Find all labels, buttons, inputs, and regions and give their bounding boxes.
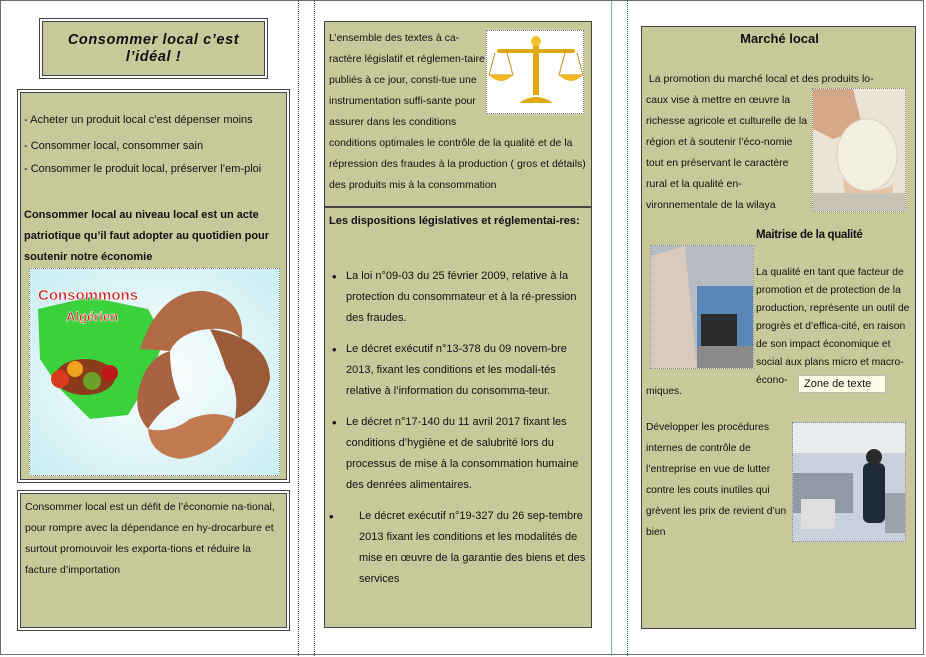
image-caption-2: Algérien (66, 309, 119, 324)
patriotic-text: Consommer local au niveau local est un acte patriotique qu’il faut adopter au quotidien pour soutenir notre économie (24, 209, 270, 263)
factory-photo (651, 246, 754, 369)
cheese-image[interactable] (812, 88, 906, 212)
hands-illustration (30, 269, 280, 476)
scales-image[interactable] (486, 30, 584, 114)
column-guide (627, 1, 628, 656)
provisions-title: Les dispositions législatives et réglementai-res: (329, 215, 580, 227)
provision-item: • La loi n°09-03 du 25 février 2009, relative à la protection du consommateur et à la ré-pression des fraudes. (329, 266, 589, 329)
provision-item: • Le décret exécutif n°13-378 du 09 novem-bre 2013, fixant les conditions et les modali-tés relative à l’information du consomma-teur. (329, 339, 589, 402)
legal-intro-text-bottom: conditions optimales le contrôle de la qualité et de la répression des fraudes à la production ( gros et détails) des produits mis à la consommation (329, 137, 586, 191)
production-line-image[interactable] (792, 422, 906, 542)
bullet-icon: • (332, 342, 337, 357)
economy-text: Consommer local est un défit de l’économie na-tional, pour rompre avec la dépendance en hy-drocarbure et surtout promouvoir les exporta-tions et réduire la facture d’importation (25, 501, 275, 576)
legal-intro-text: L’ensemble des textes à ca-ractère législatif et réglemen-taire publiés à ce jour, consti-tue une instrumentation suffi-sante pour assurer dans les conditions (329, 32, 485, 128)
local-market-box[interactable] (641, 26, 916, 629)
legal-intro-text-top (329, 28, 487, 128)
slogan-line: - Consommer le produit local, préserver l’em-ploi (24, 163, 262, 175)
legal-provisions-box[interactable] (324, 207, 592, 628)
quality-title: Maitrise de la qualité (756, 229, 863, 241)
slogan-line: - Consommer local, consommer sain (24, 140, 204, 152)
provisions-list (329, 266, 589, 600)
consommons-algerien-image[interactable] (29, 268, 280, 476)
header-title: Consommer local c’est l’idéal ! (67, 31, 240, 65)
market-title: Marché local (740, 31, 819, 46)
factory-image[interactable] (650, 245, 754, 369)
economy-box[interactable] (20, 493, 287, 628)
slogan-line: - Acheter un produit local c’est dépenser moins (24, 114, 253, 126)
scales-icon (487, 31, 584, 114)
bullet-icon: • (329, 509, 334, 524)
provision-item: • Le décret exécutif n°19-327 du 26 sep-tembre 2013 fixant les conditions et les modalités de mise en œuvre de la garantie des biens et des services (329, 506, 589, 590)
bullet-icon: • (332, 269, 337, 284)
develop-text: Développer les procédures internes de contrôle de l’entreprise en vue de lutter contre les couts inutiles qui grèvent les prix de revient d’un bien (646, 422, 787, 538)
legal-intro-box[interactable] (324, 21, 592, 207)
bullet-icon: • (332, 415, 337, 430)
market-text: caux vise à mettre en œuvre la richesse agricole et culturelle de la région et à soutenir l’éco-nomie tout en préservant le caractère rural et la qualité en-vironnementale de la wilaya (646, 94, 808, 211)
header-title-box[interactable] (42, 21, 265, 76)
consume-local-box[interactable] (20, 92, 287, 480)
cheese-photo (813, 89, 906, 212)
market-text-line1: La promotion du marché local et des produits lo- (646, 73, 874, 85)
column-guide (298, 1, 299, 656)
quality-text-right: La qualité en tant que facteur de promotion et de protection de la production, représente un outil de progrès et d’effica-cité, en raison de son impact économique et social aux plans micro et macro-écono- (756, 267, 910, 386)
quality-text-end: miques. (646, 386, 683, 397)
production-line-photo (793, 423, 906, 542)
image-caption-1: Consommons (38, 287, 139, 304)
text-zone-tooltip[interactable]: Zone de texte (798, 375, 886, 393)
column-guide (611, 1, 612, 656)
provision-item: • Le décret n°17-140 du 11 avril 2017 fixant les conditions d’hygiène et de salubrité lors du processus de mise à la consommation humaine des denrées alimentaires. (329, 412, 589, 496)
column-guide (314, 1, 315, 656)
